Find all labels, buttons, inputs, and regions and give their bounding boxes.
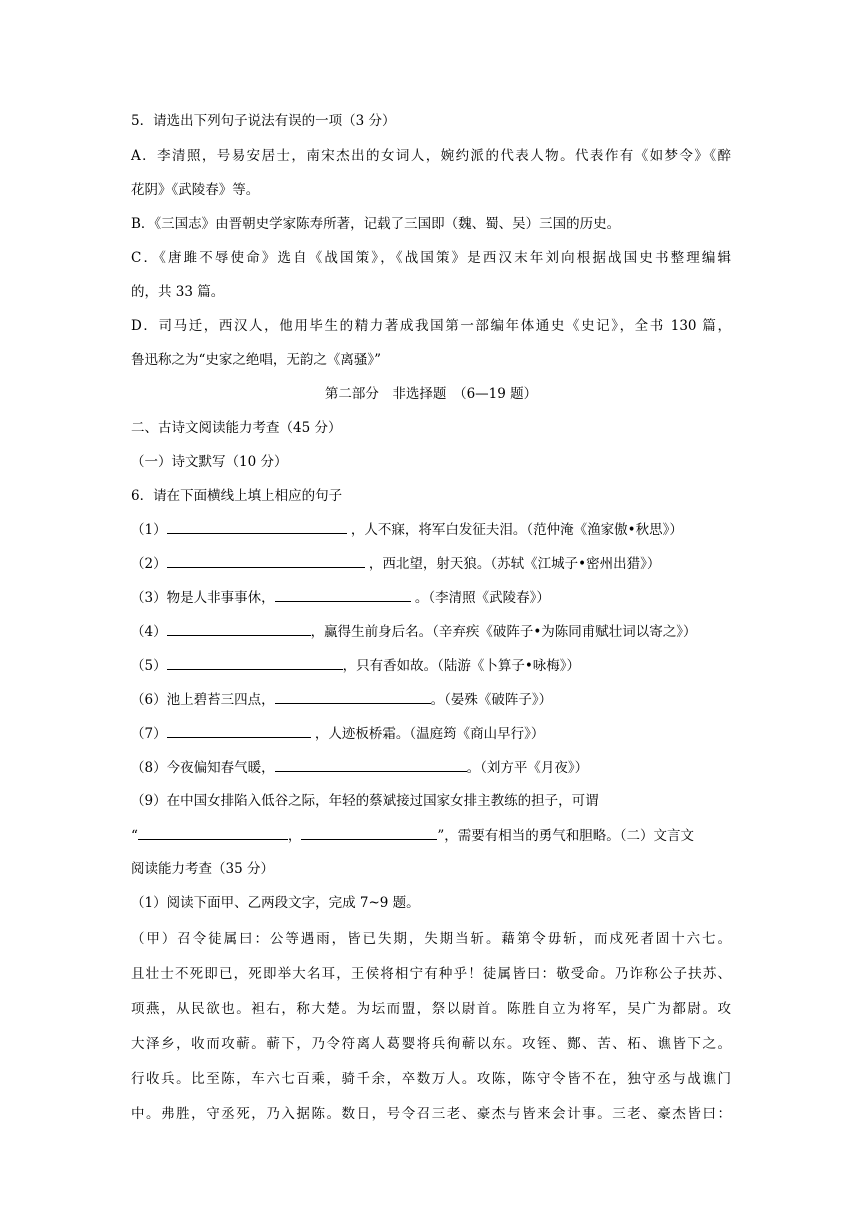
q5-option-d-line1: D．司马迁，西汉人，他用毕生的精力著成我国第一部编年体通史《史记》，全书 130 篇， [131, 318, 731, 334]
item-text-after: ，西北望，射天狼。（苏轼《江城子•密州出猎》） [368, 556, 661, 572]
item-number: （7） [131, 726, 167, 742]
q6-stem: 6．请在下面横线上填上相应的句子 [131, 488, 343, 504]
item-number: （2） [131, 556, 167, 572]
item-text-after: 。（刘方平《月夜》） [466, 760, 589, 776]
q6-item-9-line2: “ ， ”，需要有相当的勇气和胆略。（二）文言文 [131, 825, 731, 846]
answer-blank[interactable] [301, 825, 437, 840]
q5-option-a-line1: A．李清照，号易安居士，南宋杰出的女词人，婉约派的代表人物。代表作有《如梦令》《醉 [131, 148, 731, 164]
passage-line: 行收兵。比至陈，车六七百乘，骑千余，卒数万人。攻陈，陈守令皆不在，独守丞与战谯门 [131, 1071, 731, 1087]
item-text-before: 今夜偏知春气暖， [166, 760, 275, 776]
part2-heading: 第二部分 非选择题 （6—19 题） [324, 386, 538, 402]
passage-line: 项燕，从民欲也。袒右，称大楚。为坛而盟，祭以尉首。陈胜自立为将军，吴广为都尉。攻 [131, 1001, 731, 1017]
item-number: （8） [131, 760, 167, 776]
q6-item-3 [131, 587, 731, 608]
answer-blank[interactable] [167, 553, 365, 568]
item-number: （5） [131, 658, 167, 674]
q6-item-2 [131, 553, 731, 574]
q5-option-d-line2: 鲁迅称之为“史家之绝唱，无韵之《离骚》” [131, 352, 382, 368]
q6-item-4 [131, 621, 731, 642]
section2-heading: 二、古诗文阅读能力考查（45 分） [131, 420, 342, 436]
passage-line: （甲）召令徒属曰：公等遇雨，皆已失期，失期当斩。藉第令毋斩，而戍死者固十六七。 [131, 931, 731, 947]
q6-item-9-line3: 阅读能力考查（35 分） [131, 861, 274, 877]
item-text-after: ，只有香如故。（陆游《卜算子•咏梅》） [342, 658, 581, 674]
item-number: （6） [131, 692, 167, 708]
passage-line: 大泽乡，收而攻蕲。蕲下，乃令符离人葛婴将兵徇蕲以东。攻铚、酂、苦、柘、谯皆下之。 [131, 1036, 731, 1052]
item-text-before: 物是人非事事休， [166, 590, 275, 606]
answer-blank[interactable] [167, 519, 347, 534]
q5-stem: 5．请选出下列句子说法有误的一项（3 分） [131, 113, 396, 129]
answer-blank[interactable] [167, 655, 343, 670]
reading-intro: （1）阅读下面甲、乙两段文字，完成 7~9 题。 [131, 895, 420, 911]
q5-option-c-line2: 的，共 33 篇。 [131, 284, 225, 300]
answer-blank[interactable] [167, 723, 311, 738]
item-number: （3） [131, 590, 167, 606]
item-text-after: 。（李清照《武陵春》） [414, 590, 550, 606]
q6-item-9-line1: （9）在中国女排陷入低谷之际，年轻的蔡斌接过国家女排主教练的担子，可谓 [131, 793, 599, 809]
answer-blank[interactable] [275, 689, 431, 704]
item-text-after: 。（晏殊《破阵子》） [430, 692, 553, 708]
q6-item-7 [131, 723, 731, 744]
answer-blank[interactable] [138, 825, 288, 840]
q6-item-5 [131, 655, 731, 676]
passage-line: 中。弗胜，守丞死，乃入据陈。数日，号令召三老、豪杰与皆来会计事。三老、豪杰皆曰： [131, 1106, 731, 1122]
answer-blank[interactable] [275, 587, 411, 602]
item-text-after: ，人迹板桥霜。（温庭筠《商山早行》） [314, 726, 545, 742]
answer-blank[interactable] [275, 757, 467, 772]
item-number: （4） [131, 624, 167, 640]
q6-item-8 [131, 757, 731, 778]
answer-blank[interactable] [167, 621, 311, 636]
q6-item-6 [131, 689, 731, 710]
sub1-heading: （一）诗文默写（10 分） [131, 454, 288, 470]
q5-option-a-line2: 花阴》《武陵春》等。 [131, 182, 260, 198]
item-text-before: 池上碧苔三四点， [166, 692, 275, 708]
passage-line: 且壮士不死即已，死即举大名耳，王侯将相宁有种乎！徒属皆曰：敬受命。乃诈称公子扶苏、 [131, 966, 731, 982]
q5-option-c-line1: C．《唐雎不辱使命》选自《战国策》，《战国策》是西汉末年刘向根据战国史书整理编辑 [131, 250, 731, 266]
q5-option-b: B．《三国志》由晋朝史学家陈寿所著，记载了三国即（魏、蜀、吴）三国的历史。 [131, 216, 621, 232]
q6-item-1 [131, 519, 731, 540]
item-number: （1） [131, 522, 167, 538]
item-text-after: ，人不寐，将军白发征夫泪。（范仲淹《渔家傲•秋思》） [350, 522, 683, 538]
item-text-after: ，赢得生前身后名。（辛弃疾《破阵子•为陈同甫赋壮词以寄之》） [310, 624, 697, 640]
